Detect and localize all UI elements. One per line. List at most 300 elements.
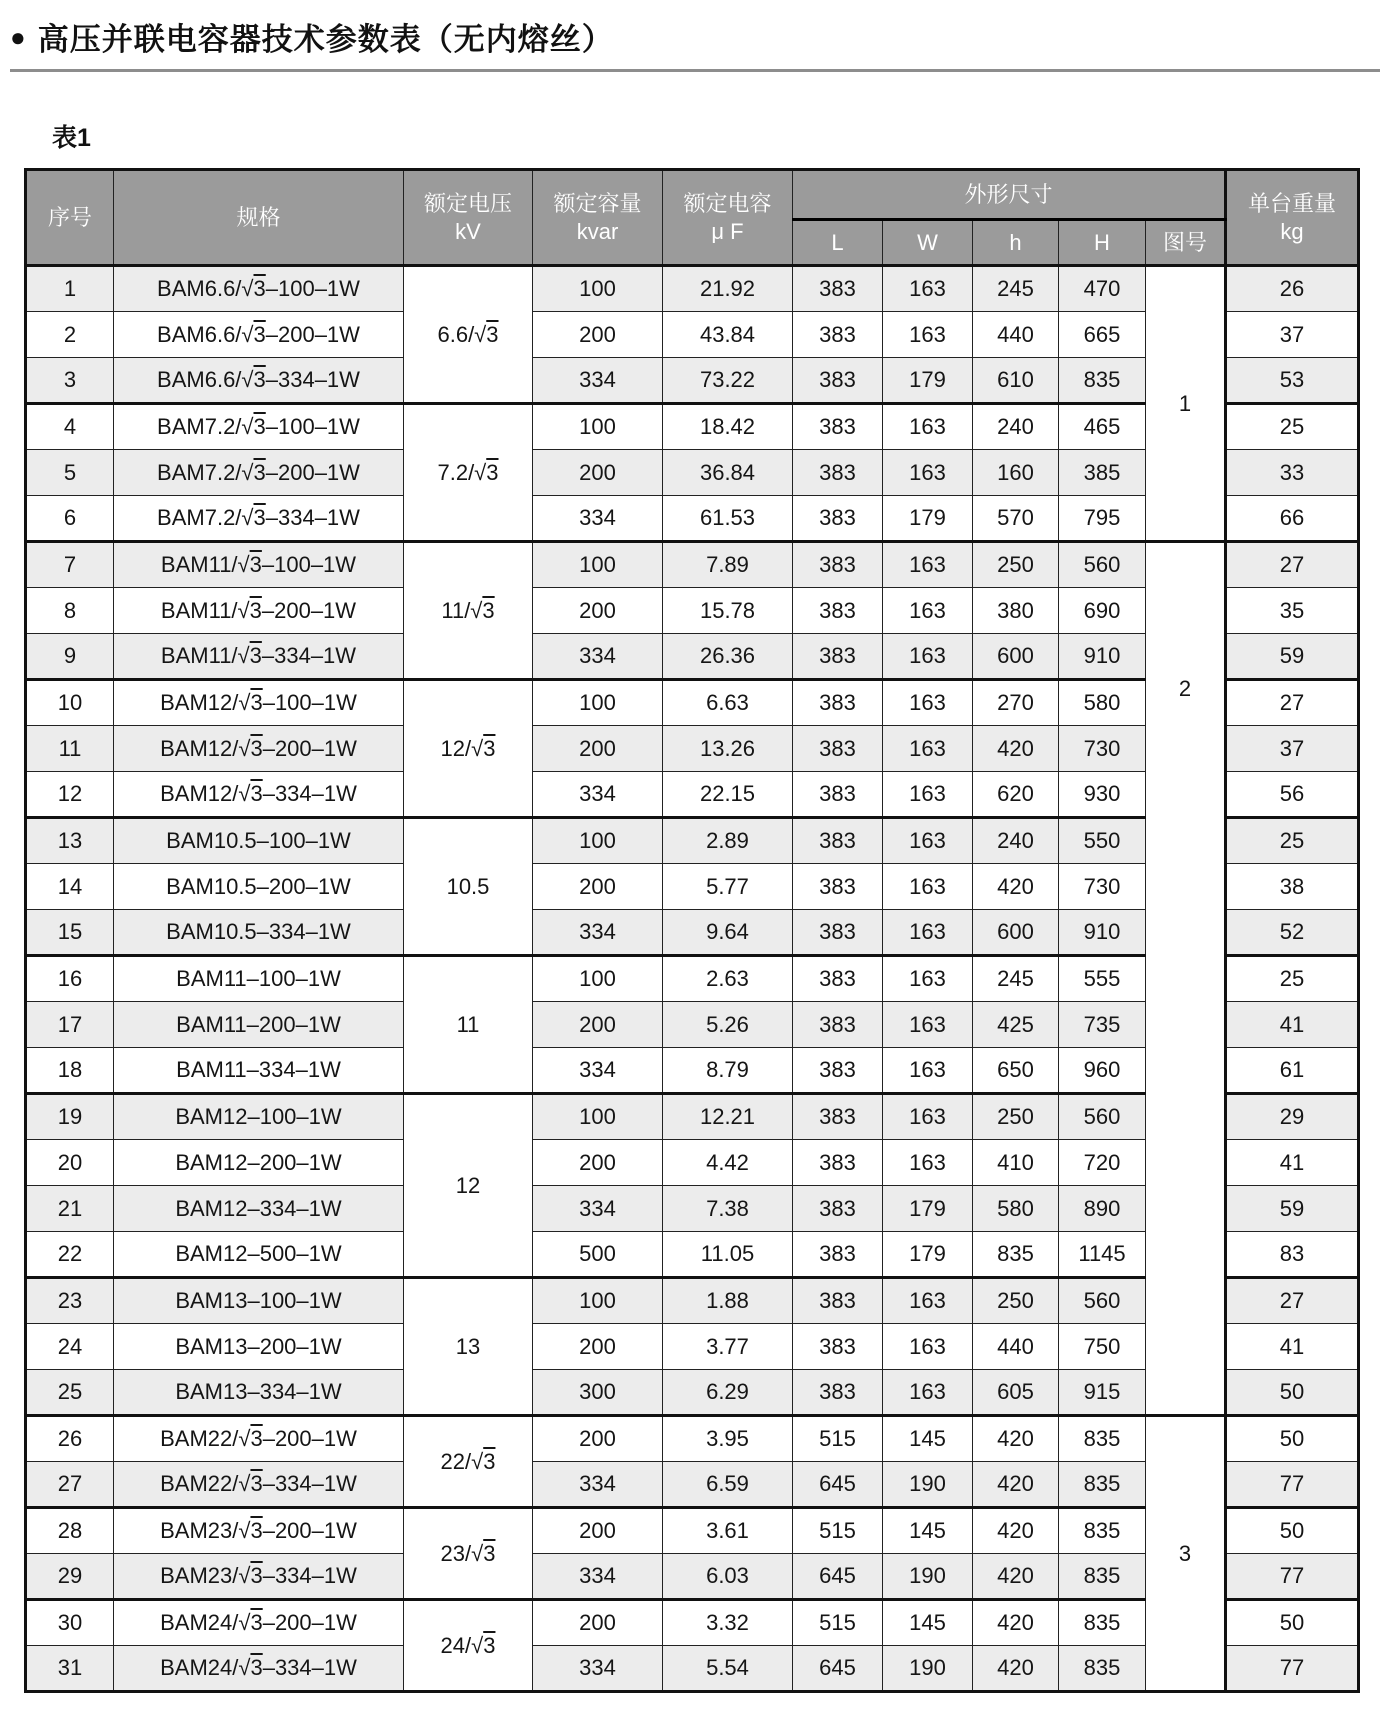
cell-uf: 43.84 bbox=[663, 312, 793, 358]
cell-dim-w: 163 bbox=[883, 818, 973, 864]
header-weight-line1: 单台重量 bbox=[1248, 191, 1337, 216]
cell-uf: 3.61 bbox=[663, 1508, 793, 1554]
cell-dim-h: 250 bbox=[973, 542, 1059, 588]
table-header bbox=[26, 170, 1359, 266]
cell-spec: BAM13–200–1W bbox=[114, 1324, 404, 1370]
cell-kvar: 334 bbox=[533, 772, 663, 818]
cell-no: 5 bbox=[26, 450, 114, 496]
cell-dim-w: 163 bbox=[883, 864, 973, 910]
cell-kg: 33 bbox=[1226, 450, 1359, 496]
cell-kg: 29 bbox=[1226, 1094, 1359, 1140]
cell-dim-hh: 720 bbox=[1059, 1140, 1146, 1186]
cell-dim-hh: 730 bbox=[1059, 726, 1146, 772]
cell-dim-w: 179 bbox=[883, 358, 973, 404]
cell-kg: 25 bbox=[1226, 818, 1359, 864]
cell-uf: 8.79 bbox=[663, 1048, 793, 1094]
cell-uf: 6.03 bbox=[663, 1554, 793, 1600]
cell-kg: 26 bbox=[1226, 266, 1359, 312]
cell-dim-hh: 735 bbox=[1059, 1002, 1146, 1048]
bullet-icon: ● bbox=[10, 21, 26, 52]
cell-spec: BAM23/√3–334–1W bbox=[114, 1554, 404, 1600]
cell-dim-hh: 835 bbox=[1059, 1508, 1146, 1554]
cell-dim-hh: 835 bbox=[1059, 1600, 1146, 1646]
cell-uf: 2.63 bbox=[663, 956, 793, 1002]
cell-uf: 26.36 bbox=[663, 634, 793, 680]
cell-kvar: 300 bbox=[533, 1370, 663, 1416]
cell-dim-w: 163 bbox=[883, 726, 973, 772]
cell-dim-h: 610 bbox=[973, 358, 1059, 404]
cell-kg: 77 bbox=[1226, 1462, 1359, 1508]
cell-dim-hh: 555 bbox=[1059, 956, 1146, 1002]
cell-uf: 6.63 bbox=[663, 680, 793, 726]
cell-kvar: 200 bbox=[533, 864, 663, 910]
cell-dim-h: 160 bbox=[973, 450, 1059, 496]
cell-dim-hh: 835 bbox=[1059, 1646, 1146, 1692]
cell-uf: 21.92 bbox=[663, 266, 793, 312]
header-capacitance-line1: 额定电容 bbox=[683, 191, 772, 216]
cell-dim-w: 163 bbox=[883, 1324, 973, 1370]
cell-dim-l: 383 bbox=[793, 1140, 883, 1186]
cell-dim-h: 245 bbox=[973, 266, 1059, 312]
title-divider bbox=[10, 69, 1380, 72]
cell-spec: BAM24/√3–200–1W bbox=[114, 1600, 404, 1646]
cell-dim-hh: 560 bbox=[1059, 1094, 1146, 1140]
cell-dim-l: 383 bbox=[793, 1232, 883, 1278]
header-no: 序号 bbox=[26, 170, 114, 266]
header-spec: 规格 bbox=[114, 170, 404, 266]
cell-uf: 3.32 bbox=[663, 1600, 793, 1646]
cell-kvar: 200 bbox=[533, 1140, 663, 1186]
cell-dim-h: 580 bbox=[973, 1186, 1059, 1232]
cell-dim-h: 570 bbox=[973, 496, 1059, 542]
cell-no: 13 bbox=[26, 818, 114, 864]
table-body bbox=[26, 266, 1359, 1692]
title-row bbox=[10, 14, 1382, 59]
cell-spec: BAM10.5–334–1W bbox=[114, 910, 404, 956]
cell-kg: 77 bbox=[1226, 1646, 1359, 1692]
cell-dim-w: 145 bbox=[883, 1600, 973, 1646]
cell-kg: 52 bbox=[1226, 910, 1359, 956]
cell-dim-w: 163 bbox=[883, 910, 973, 956]
page-title: 高压并联电容器技术参数表（无内熔丝） bbox=[37, 22, 614, 57]
cell-kg: 41 bbox=[1226, 1324, 1359, 1370]
cell-uf: 7.38 bbox=[663, 1186, 793, 1232]
cell-dim-h: 420 bbox=[973, 1416, 1059, 1462]
cell-kg: 37 bbox=[1226, 312, 1359, 358]
cell-dim-h: 250 bbox=[973, 1278, 1059, 1324]
cell-dim-l: 383 bbox=[793, 358, 883, 404]
header-dim-l: L bbox=[793, 220, 883, 266]
table-row bbox=[26, 1416, 1359, 1462]
cell-no: 3 bbox=[26, 358, 114, 404]
cell-dim-l: 383 bbox=[793, 726, 883, 772]
cell-voltage-group: 7.2/√3 bbox=[404, 404, 533, 542]
cell-uf: 12.21 bbox=[663, 1094, 793, 1140]
cell-voltage-group: 11/√3 bbox=[404, 542, 533, 680]
cell-kvar: 200 bbox=[533, 1002, 663, 1048]
cell-kvar: 100 bbox=[533, 1278, 663, 1324]
cell-no: 12 bbox=[26, 772, 114, 818]
cell-dim-w: 190 bbox=[883, 1462, 973, 1508]
cell-dim-l: 383 bbox=[793, 772, 883, 818]
cell-dim-w: 163 bbox=[883, 266, 973, 312]
cell-dim-l: 383 bbox=[793, 1048, 883, 1094]
cell-no: 11 bbox=[26, 726, 114, 772]
cell-uf: 3.95 bbox=[663, 1416, 793, 1462]
cell-dim-w: 179 bbox=[883, 1186, 973, 1232]
cell-kvar: 100 bbox=[533, 1094, 663, 1140]
cell-spec: BAM12/√3–200–1W bbox=[114, 726, 404, 772]
cell-dim-hh: 835 bbox=[1059, 1554, 1146, 1600]
cell-dim-h: 420 bbox=[973, 864, 1059, 910]
cell-dim-h: 650 bbox=[973, 1048, 1059, 1094]
table-row bbox=[26, 266, 1359, 312]
cell-kvar: 200 bbox=[533, 1508, 663, 1554]
cell-kg: 25 bbox=[1226, 404, 1359, 450]
header-dim-w: W bbox=[883, 220, 973, 266]
cell-dim-w: 163 bbox=[883, 450, 973, 496]
cell-dim-l: 383 bbox=[793, 910, 883, 956]
cell-figure-group: 1 bbox=[1146, 266, 1226, 542]
cell-spec: BAM11/√3–334–1W bbox=[114, 634, 404, 680]
cell-kg: 35 bbox=[1226, 588, 1359, 634]
cell-dim-h: 440 bbox=[973, 312, 1059, 358]
cell-spec: BAM10.5–200–1W bbox=[114, 864, 404, 910]
cell-no: 19 bbox=[26, 1094, 114, 1140]
cell-uf: 4.42 bbox=[663, 1140, 793, 1186]
cell-dim-h: 600 bbox=[973, 910, 1059, 956]
cell-uf: 15.78 bbox=[663, 588, 793, 634]
cell-spec: BAM22/√3–200–1W bbox=[114, 1416, 404, 1462]
cell-spec: BAM12–334–1W bbox=[114, 1186, 404, 1232]
cell-no: 7 bbox=[26, 542, 114, 588]
cell-dim-hh: 915 bbox=[1059, 1370, 1146, 1416]
cell-dim-w: 163 bbox=[883, 588, 973, 634]
cell-no: 30 bbox=[26, 1600, 114, 1646]
cell-dim-w: 163 bbox=[883, 956, 973, 1002]
cell-kg: 25 bbox=[1226, 956, 1359, 1002]
cell-uf: 6.29 bbox=[663, 1370, 793, 1416]
cell-uf: 22.15 bbox=[663, 772, 793, 818]
cell-dim-l: 383 bbox=[793, 1002, 883, 1048]
cell-dim-w: 163 bbox=[883, 1370, 973, 1416]
cell-dim-w: 163 bbox=[883, 1094, 973, 1140]
cell-dim-w: 145 bbox=[883, 1416, 973, 1462]
cell-dim-h: 835 bbox=[973, 1232, 1059, 1278]
cell-kg: 56 bbox=[1226, 772, 1359, 818]
cell-dim-hh: 465 bbox=[1059, 404, 1146, 450]
cell-kvar: 334 bbox=[533, 1554, 663, 1600]
cell-dim-w: 179 bbox=[883, 1232, 973, 1278]
cell-kg: 37 bbox=[1226, 726, 1359, 772]
cell-kg: 41 bbox=[1226, 1140, 1359, 1186]
cell-uf: 2.89 bbox=[663, 818, 793, 864]
cell-kvar: 100 bbox=[533, 266, 663, 312]
cell-spec: BAM12–100–1W bbox=[114, 1094, 404, 1140]
cell-dim-l: 383 bbox=[793, 680, 883, 726]
table-label: 表1 bbox=[52, 124, 91, 152]
cell-kg: 27 bbox=[1226, 542, 1359, 588]
cell-no: 26 bbox=[26, 1416, 114, 1462]
cell-uf: 6.59 bbox=[663, 1462, 793, 1508]
header-voltage bbox=[404, 170, 533, 266]
header-weight-unit: kg bbox=[1280, 218, 1304, 244]
cell-dim-h: 600 bbox=[973, 634, 1059, 680]
cell-kvar: 334 bbox=[533, 1462, 663, 1508]
cell-dim-w: 179 bbox=[883, 496, 973, 542]
cell-dim-hh: 560 bbox=[1059, 1278, 1146, 1324]
cell-kvar: 100 bbox=[533, 542, 663, 588]
cell-no: 2 bbox=[26, 312, 114, 358]
cell-voltage-group: 24/√3 bbox=[404, 1600, 533, 1692]
cell-dim-h: 440 bbox=[973, 1324, 1059, 1370]
cell-uf: 36.84 bbox=[663, 450, 793, 496]
cell-dim-w: 163 bbox=[883, 1002, 973, 1048]
cell-kvar: 200 bbox=[533, 726, 663, 772]
cell-dim-hh: 930 bbox=[1059, 772, 1146, 818]
cell-dim-h: 420 bbox=[973, 1600, 1059, 1646]
cell-no: 10 bbox=[26, 680, 114, 726]
cell-uf: 7.89 bbox=[663, 542, 793, 588]
cell-kvar: 100 bbox=[533, 818, 663, 864]
cell-dim-l: 645 bbox=[793, 1554, 883, 1600]
header-voltage-unit: kV bbox=[455, 218, 481, 244]
cell-kvar: 200 bbox=[533, 450, 663, 496]
cell-no: 16 bbox=[26, 956, 114, 1002]
cell-kvar: 334 bbox=[533, 496, 663, 542]
cell-dim-l: 515 bbox=[793, 1416, 883, 1462]
cell-spec: BAM11–334–1W bbox=[114, 1048, 404, 1094]
cell-voltage-group: 13 bbox=[404, 1278, 533, 1416]
header-capacity-line1: 额定容量 bbox=[553, 191, 642, 216]
cell-spec: BAM11–200–1W bbox=[114, 1002, 404, 1048]
cell-spec: BAM24/√3–334–1W bbox=[114, 1646, 404, 1692]
cell-dim-l: 383 bbox=[793, 1094, 883, 1140]
cell-dim-w: 163 bbox=[883, 404, 973, 450]
cell-kg: 77 bbox=[1226, 1554, 1359, 1600]
cell-uf: 5.54 bbox=[663, 1646, 793, 1692]
cell-dim-hh: 910 bbox=[1059, 910, 1146, 956]
cell-kg: 50 bbox=[1226, 1600, 1359, 1646]
cell-dim-h: 245 bbox=[973, 956, 1059, 1002]
cell-kg: 27 bbox=[1226, 1278, 1359, 1324]
cell-voltage-group: 10.5 bbox=[404, 818, 533, 956]
cell-kvar: 100 bbox=[533, 956, 663, 1002]
cell-dim-l: 383 bbox=[793, 266, 883, 312]
cell-dim-w: 163 bbox=[883, 542, 973, 588]
cell-dim-h: 605 bbox=[973, 1370, 1059, 1416]
cell-dim-l: 383 bbox=[793, 818, 883, 864]
cell-dim-w: 190 bbox=[883, 1554, 973, 1600]
cell-dim-w: 190 bbox=[883, 1646, 973, 1692]
cell-uf: 61.53 bbox=[663, 496, 793, 542]
header-figure: 图号 bbox=[1146, 220, 1226, 266]
cell-dim-hh: 550 bbox=[1059, 818, 1146, 864]
cell-dim-l: 383 bbox=[793, 542, 883, 588]
cell-no: 1 bbox=[26, 266, 114, 312]
cell-dim-l: 383 bbox=[793, 496, 883, 542]
cell-dim-l: 383 bbox=[793, 588, 883, 634]
cell-dim-l: 383 bbox=[793, 450, 883, 496]
cell-spec: BAM10.5–100–1W bbox=[114, 818, 404, 864]
cell-dim-l: 645 bbox=[793, 1646, 883, 1692]
cell-kg: 66 bbox=[1226, 496, 1359, 542]
cell-dim-h: 240 bbox=[973, 404, 1059, 450]
cell-no: 25 bbox=[26, 1370, 114, 1416]
cell-voltage-group: 6.6/√3 bbox=[404, 266, 533, 404]
cell-kvar: 334 bbox=[533, 634, 663, 680]
cell-uf: 3.77 bbox=[663, 1324, 793, 1370]
cell-no: 31 bbox=[26, 1646, 114, 1692]
cell-dim-hh: 560 bbox=[1059, 542, 1146, 588]
cell-spec: BAM12/√3–334–1W bbox=[114, 772, 404, 818]
cell-dim-l: 383 bbox=[793, 864, 883, 910]
cell-dim-h: 380 bbox=[973, 588, 1059, 634]
cell-no: 14 bbox=[26, 864, 114, 910]
cell-dim-w: 145 bbox=[883, 1508, 973, 1554]
cell-dim-hh: 385 bbox=[1059, 450, 1146, 496]
cell-dim-l: 383 bbox=[793, 404, 883, 450]
cell-dim-h: 240 bbox=[973, 818, 1059, 864]
cell-dim-l: 383 bbox=[793, 1278, 883, 1324]
cell-uf: 18.42 bbox=[663, 404, 793, 450]
cell-no: 4 bbox=[26, 404, 114, 450]
cell-figure-group: 3 bbox=[1146, 1416, 1226, 1692]
cell-uf: 1.88 bbox=[663, 1278, 793, 1324]
cell-dim-w: 163 bbox=[883, 1140, 973, 1186]
cell-dim-h: 420 bbox=[973, 1462, 1059, 1508]
cell-no: 28 bbox=[26, 1508, 114, 1554]
cell-spec: BAM6.6/√3–100–1W bbox=[114, 266, 404, 312]
cell-dim-hh: 795 bbox=[1059, 496, 1146, 542]
cell-kvar: 200 bbox=[533, 312, 663, 358]
cell-no: 22 bbox=[26, 1232, 114, 1278]
cell-dim-hh: 835 bbox=[1059, 1462, 1146, 1508]
header-capacitance-unit: μ F bbox=[711, 218, 744, 244]
cell-kvar: 200 bbox=[533, 588, 663, 634]
cell-dim-h: 410 bbox=[973, 1140, 1059, 1186]
cell-dim-w: 163 bbox=[883, 1048, 973, 1094]
cell-spec: BAM6.6/√3–334–1W bbox=[114, 358, 404, 404]
cell-kg: 50 bbox=[1226, 1508, 1359, 1554]
cell-kvar: 200 bbox=[533, 1416, 663, 1462]
cell-kg: 83 bbox=[1226, 1232, 1359, 1278]
header-capacitance bbox=[663, 170, 793, 266]
cell-dim-l: 383 bbox=[793, 312, 883, 358]
cell-uf: 5.26 bbox=[663, 1002, 793, 1048]
cell-dim-hh: 665 bbox=[1059, 312, 1146, 358]
cell-voltage-group: 12 bbox=[404, 1094, 533, 1278]
cell-no: 17 bbox=[26, 1002, 114, 1048]
cell-voltage-group: 11 bbox=[404, 956, 533, 1094]
header-voltage-line1: 额定电压 bbox=[423, 191, 512, 216]
cell-dim-l: 515 bbox=[793, 1600, 883, 1646]
cell-kg: 59 bbox=[1226, 1186, 1359, 1232]
cell-dim-hh: 960 bbox=[1059, 1048, 1146, 1094]
cell-spec: BAM13–334–1W bbox=[114, 1370, 404, 1416]
cell-kvar: 334 bbox=[533, 358, 663, 404]
cell-no: 18 bbox=[26, 1048, 114, 1094]
cell-dim-w: 163 bbox=[883, 772, 973, 818]
cell-spec: BAM22/√3–334–1W bbox=[114, 1462, 404, 1508]
cell-dim-h: 620 bbox=[973, 772, 1059, 818]
header-dim-h: h bbox=[973, 220, 1059, 266]
cell-no: 15 bbox=[26, 910, 114, 956]
cell-spec: BAM7.2/√3–100–1W bbox=[114, 404, 404, 450]
cell-spec: BAM12–500–1W bbox=[114, 1232, 404, 1278]
cell-kvar: 100 bbox=[533, 404, 663, 450]
cell-dim-hh: 470 bbox=[1059, 266, 1146, 312]
header-dimensions: 外形尺寸 bbox=[793, 170, 1226, 220]
cell-dim-hh: 690 bbox=[1059, 588, 1146, 634]
cell-dim-hh: 1145 bbox=[1059, 1232, 1146, 1278]
cell-spec: BAM6.6/√3–200–1W bbox=[114, 312, 404, 358]
table-row bbox=[26, 542, 1359, 588]
cell-kg: 50 bbox=[1226, 1370, 1359, 1416]
cell-kg: 50 bbox=[1226, 1416, 1359, 1462]
cell-voltage-group: 22/√3 bbox=[404, 1416, 533, 1508]
cell-dim-l: 645 bbox=[793, 1462, 883, 1508]
cell-spec: BAM7.2/√3–200–1W bbox=[114, 450, 404, 496]
cell-kvar: 500 bbox=[533, 1232, 663, 1278]
cell-dim-hh: 835 bbox=[1059, 358, 1146, 404]
header-capacity-unit: kvar bbox=[576, 218, 619, 244]
cell-spec: BAM7.2/√3–334–1W bbox=[114, 496, 404, 542]
cell-uf: 5.77 bbox=[663, 864, 793, 910]
cell-figure-group: 2 bbox=[1146, 542, 1226, 1416]
header-dim-hh: H bbox=[1059, 220, 1146, 266]
cell-dim-h: 420 bbox=[973, 1646, 1059, 1692]
cell-kg: 61 bbox=[1226, 1048, 1359, 1094]
cell-spec: BAM12/√3–100–1W bbox=[114, 680, 404, 726]
cell-spec: BAM13–100–1W bbox=[114, 1278, 404, 1324]
cell-kvar: 200 bbox=[533, 1600, 663, 1646]
cell-kvar: 200 bbox=[533, 1324, 663, 1370]
cell-dim-hh: 580 bbox=[1059, 680, 1146, 726]
cell-dim-w: 163 bbox=[883, 634, 973, 680]
cell-kvar: 334 bbox=[533, 1646, 663, 1692]
cell-no: 8 bbox=[26, 588, 114, 634]
cell-dim-hh: 730 bbox=[1059, 864, 1146, 910]
cell-spec: BAM11/√3–100–1W bbox=[114, 542, 404, 588]
cell-uf: 13.26 bbox=[663, 726, 793, 772]
cell-no: 23 bbox=[26, 1278, 114, 1324]
cell-dim-w: 163 bbox=[883, 1278, 973, 1324]
cell-no: 6 bbox=[26, 496, 114, 542]
cell-kg: 27 bbox=[1226, 680, 1359, 726]
cell-dim-hh: 890 bbox=[1059, 1186, 1146, 1232]
cell-voltage-group: 23/√3 bbox=[404, 1508, 533, 1600]
spec-table bbox=[24, 168, 1360, 1693]
cell-dim-h: 270 bbox=[973, 680, 1059, 726]
cell-uf: 11.05 bbox=[663, 1232, 793, 1278]
cell-dim-l: 515 bbox=[793, 1508, 883, 1554]
cell-dim-l: 383 bbox=[793, 1370, 883, 1416]
cell-no: 29 bbox=[26, 1554, 114, 1600]
cell-dim-h: 425 bbox=[973, 1002, 1059, 1048]
cell-dim-l: 383 bbox=[793, 1186, 883, 1232]
cell-no: 9 bbox=[26, 634, 114, 680]
cell-dim-h: 250 bbox=[973, 1094, 1059, 1140]
cell-kvar: 334 bbox=[533, 910, 663, 956]
header-capacity bbox=[533, 170, 663, 266]
cell-no: 24 bbox=[26, 1324, 114, 1370]
cell-dim-hh: 835 bbox=[1059, 1416, 1146, 1462]
cell-dim-h: 420 bbox=[973, 1554, 1059, 1600]
cell-kg: 59 bbox=[1226, 634, 1359, 680]
cell-dim-hh: 910 bbox=[1059, 634, 1146, 680]
cell-spec: BAM23/√3–200–1W bbox=[114, 1508, 404, 1554]
